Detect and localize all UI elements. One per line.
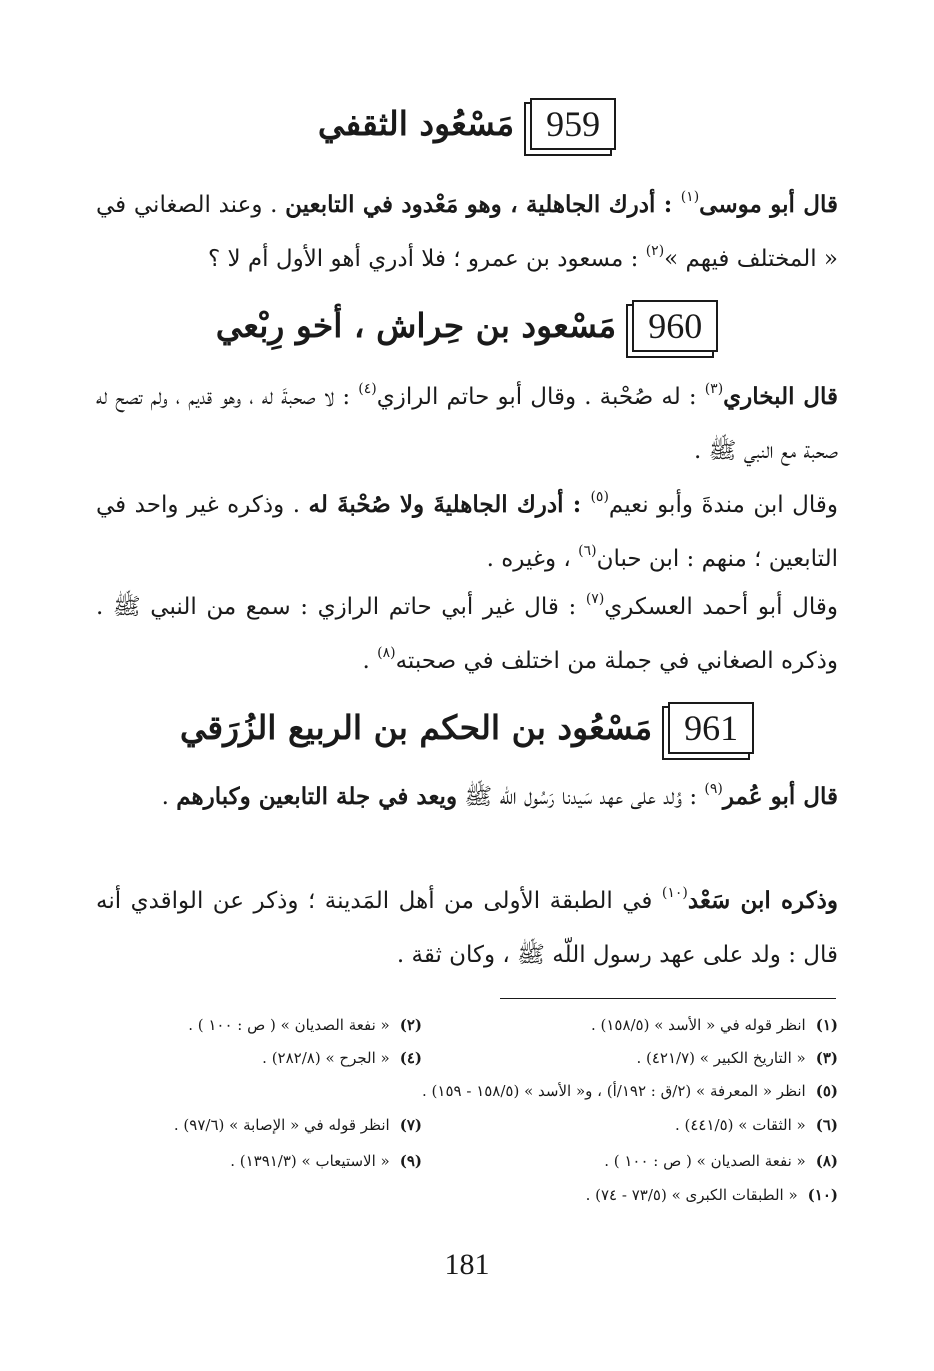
bold-text-run: ويعد في جلة التابعين وكبارهم: [176, 783, 458, 810]
entry-paragraph: [96, 770, 838, 824]
footnote-marker: (٢): [645, 243, 665, 259]
footnote: [188, 1014, 422, 1036]
entry-number-badge: 959: [530, 98, 616, 150]
footnote: [422, 1080, 838, 1102]
footnote-marker: (٨): [377, 645, 396, 661]
text-run: . وعند الصغاني في « المختلف فيهم »: [96, 192, 838, 272]
text-run: : مسعود بن عمرو ؛ فلا أدري أهو الأول أم لا ؟: [207, 246, 646, 272]
text-run: ، وغيره .: [486, 546, 579, 572]
text-run: .: [362, 648, 378, 674]
footnote-number: (٤): [399, 1049, 422, 1067]
entry-paragraph: [96, 580, 838, 688]
bold-text-run: قال أبو عُمر: [722, 783, 838, 810]
footnote-text: انظر « المعرفة » (٢/ق : ١٩٢/أ) ، و« الأسد » (١٥٨/٥ - ١٥٩) .: [422, 1082, 806, 1100]
footnote: [586, 1184, 838, 1206]
bold-text-run: : أدرك الجاهلية ، وهو مَعْدود في التابعين: [285, 191, 681, 218]
footnote-marker: (٣): [704, 381, 724, 397]
footnote-text: « نفعة الصديان » ( ص : ١٠٠ ) .: [188, 1016, 390, 1034]
bold-text-run: : أدرك الجاهليةَ ولا صُحْبةَ له: [308, 491, 591, 518]
footnote-divider: [500, 998, 836, 999]
footnote-marker: (٦): [578, 543, 597, 559]
footnote-text: « الثقات » (٤٤١/٥) .: [674, 1116, 806, 1134]
text-run: .: [161, 784, 177, 810]
entry-number-badge: 961: [668, 702, 754, 754]
footnote-number: (٣): [815, 1049, 838, 1067]
footnote-marker: (٥): [590, 489, 609, 505]
bold-text-run: قال أبو موسى: [699, 191, 838, 218]
footnote: [230, 1150, 422, 1172]
footnote: [636, 1047, 838, 1069]
entry-paragraph: [96, 874, 838, 982]
entry-paragraph: [96, 478, 838, 586]
footnote: [675, 1114, 838, 1136]
footnote-text: انظر قوله في « الإصابة » (٩٧/٦) .: [173, 1116, 390, 1134]
entry-title: مَسْعود بن حِراش ، أخو رِبْعي: [215, 306, 617, 345]
footnote: [262, 1047, 422, 1069]
footnote-text: « نفعة الصديان » ( ص : ١٠٠ ) .: [604, 1152, 806, 1170]
footnote-number: (٩): [399, 1152, 422, 1170]
footnote-text: « الطبقات الكبرى » (٧٣/٥ - ٧٤) .: [585, 1186, 798, 1204]
text-run: : قال غير أبي حاتم الرازي : سمع من النبي ﷺ . وذكره الصغاني في جملة من اختلف في صحبته: [96, 594, 838, 674]
text-run: وقال أبو أحمد العسكري: [604, 594, 838, 620]
text-run: : لا صحبةَ له ، وهو قديم ، ولم تصح له صحبة مع النبي ﷺ .: [96, 384, 838, 464]
footnote-marker: (١٠): [661, 885, 688, 901]
footnote-number: (١٠): [807, 1186, 838, 1204]
footnote-marker: (٩): [704, 781, 723, 797]
entry-header-959: [0, 98, 934, 150]
entry-paragraph: [96, 370, 838, 478]
text-run: . وذكره غير واحد في التابعين ؛ منهم : ابن حبان: [96, 492, 838, 572]
bold-text-run: وذكره ابن سَعْد: [687, 887, 839, 914]
bold-text-run: قال البخاري: [723, 383, 838, 410]
entry-title: مَسْعُود الثقفي: [317, 104, 515, 143]
footnote: [174, 1114, 422, 1136]
footnote-text: « الاستيعاب » (١٣٩١/٣) .: [230, 1152, 390, 1170]
entry-paragraph: [96, 178, 838, 286]
footnote-text: انظر قوله في « الأسد » (١٥٨/٥) .: [590, 1016, 806, 1034]
entry-header-960: [0, 300, 934, 352]
footnote-number: (٥): [815, 1082, 838, 1100]
footnote-number: (٦): [815, 1116, 838, 1134]
entry-number-badge: 960: [632, 300, 718, 352]
footnote-number: (٨): [815, 1152, 838, 1170]
entry-header-961: [0, 702, 934, 754]
footnote: [591, 1014, 838, 1036]
footnote-text: « الجرح » (٢٨٢/٨) .: [262, 1049, 390, 1067]
footnote: [604, 1150, 838, 1172]
page-number: 181: [444, 1248, 490, 1281]
text-run: في الطبقة الأولى من أهل المَدينة ؛ وذكر عن الواقدي أنه قال : ولد على عهد رسول اللّه ﷺ ، وكان ثقة .: [96, 888, 838, 968]
footnote-marker: (١): [680, 189, 700, 205]
footnote-number: (١): [815, 1016, 838, 1034]
footnote-marker: (٤): [358, 381, 377, 397]
text-run: : له صُحْبة . وقال أبو حاتم الرازي: [376, 384, 705, 410]
entry-title: مَسْعُود بن الحكم بن الربيع الزُرَقي: [179, 708, 653, 747]
footnote-marker: (٧): [585, 591, 605, 607]
footnote-text: « التاريخ الكبير » (٤٢١/٧) .: [636, 1049, 806, 1067]
footnote-number: (٧): [399, 1116, 422, 1134]
text-run: وقال ابن مندةَ وأبو نعيم: [608, 492, 838, 518]
text-run: : وُلد على عهد سَيدنا رَسُول اللّه ﷺ: [457, 784, 705, 810]
footnote-number: (٢): [399, 1016, 422, 1034]
